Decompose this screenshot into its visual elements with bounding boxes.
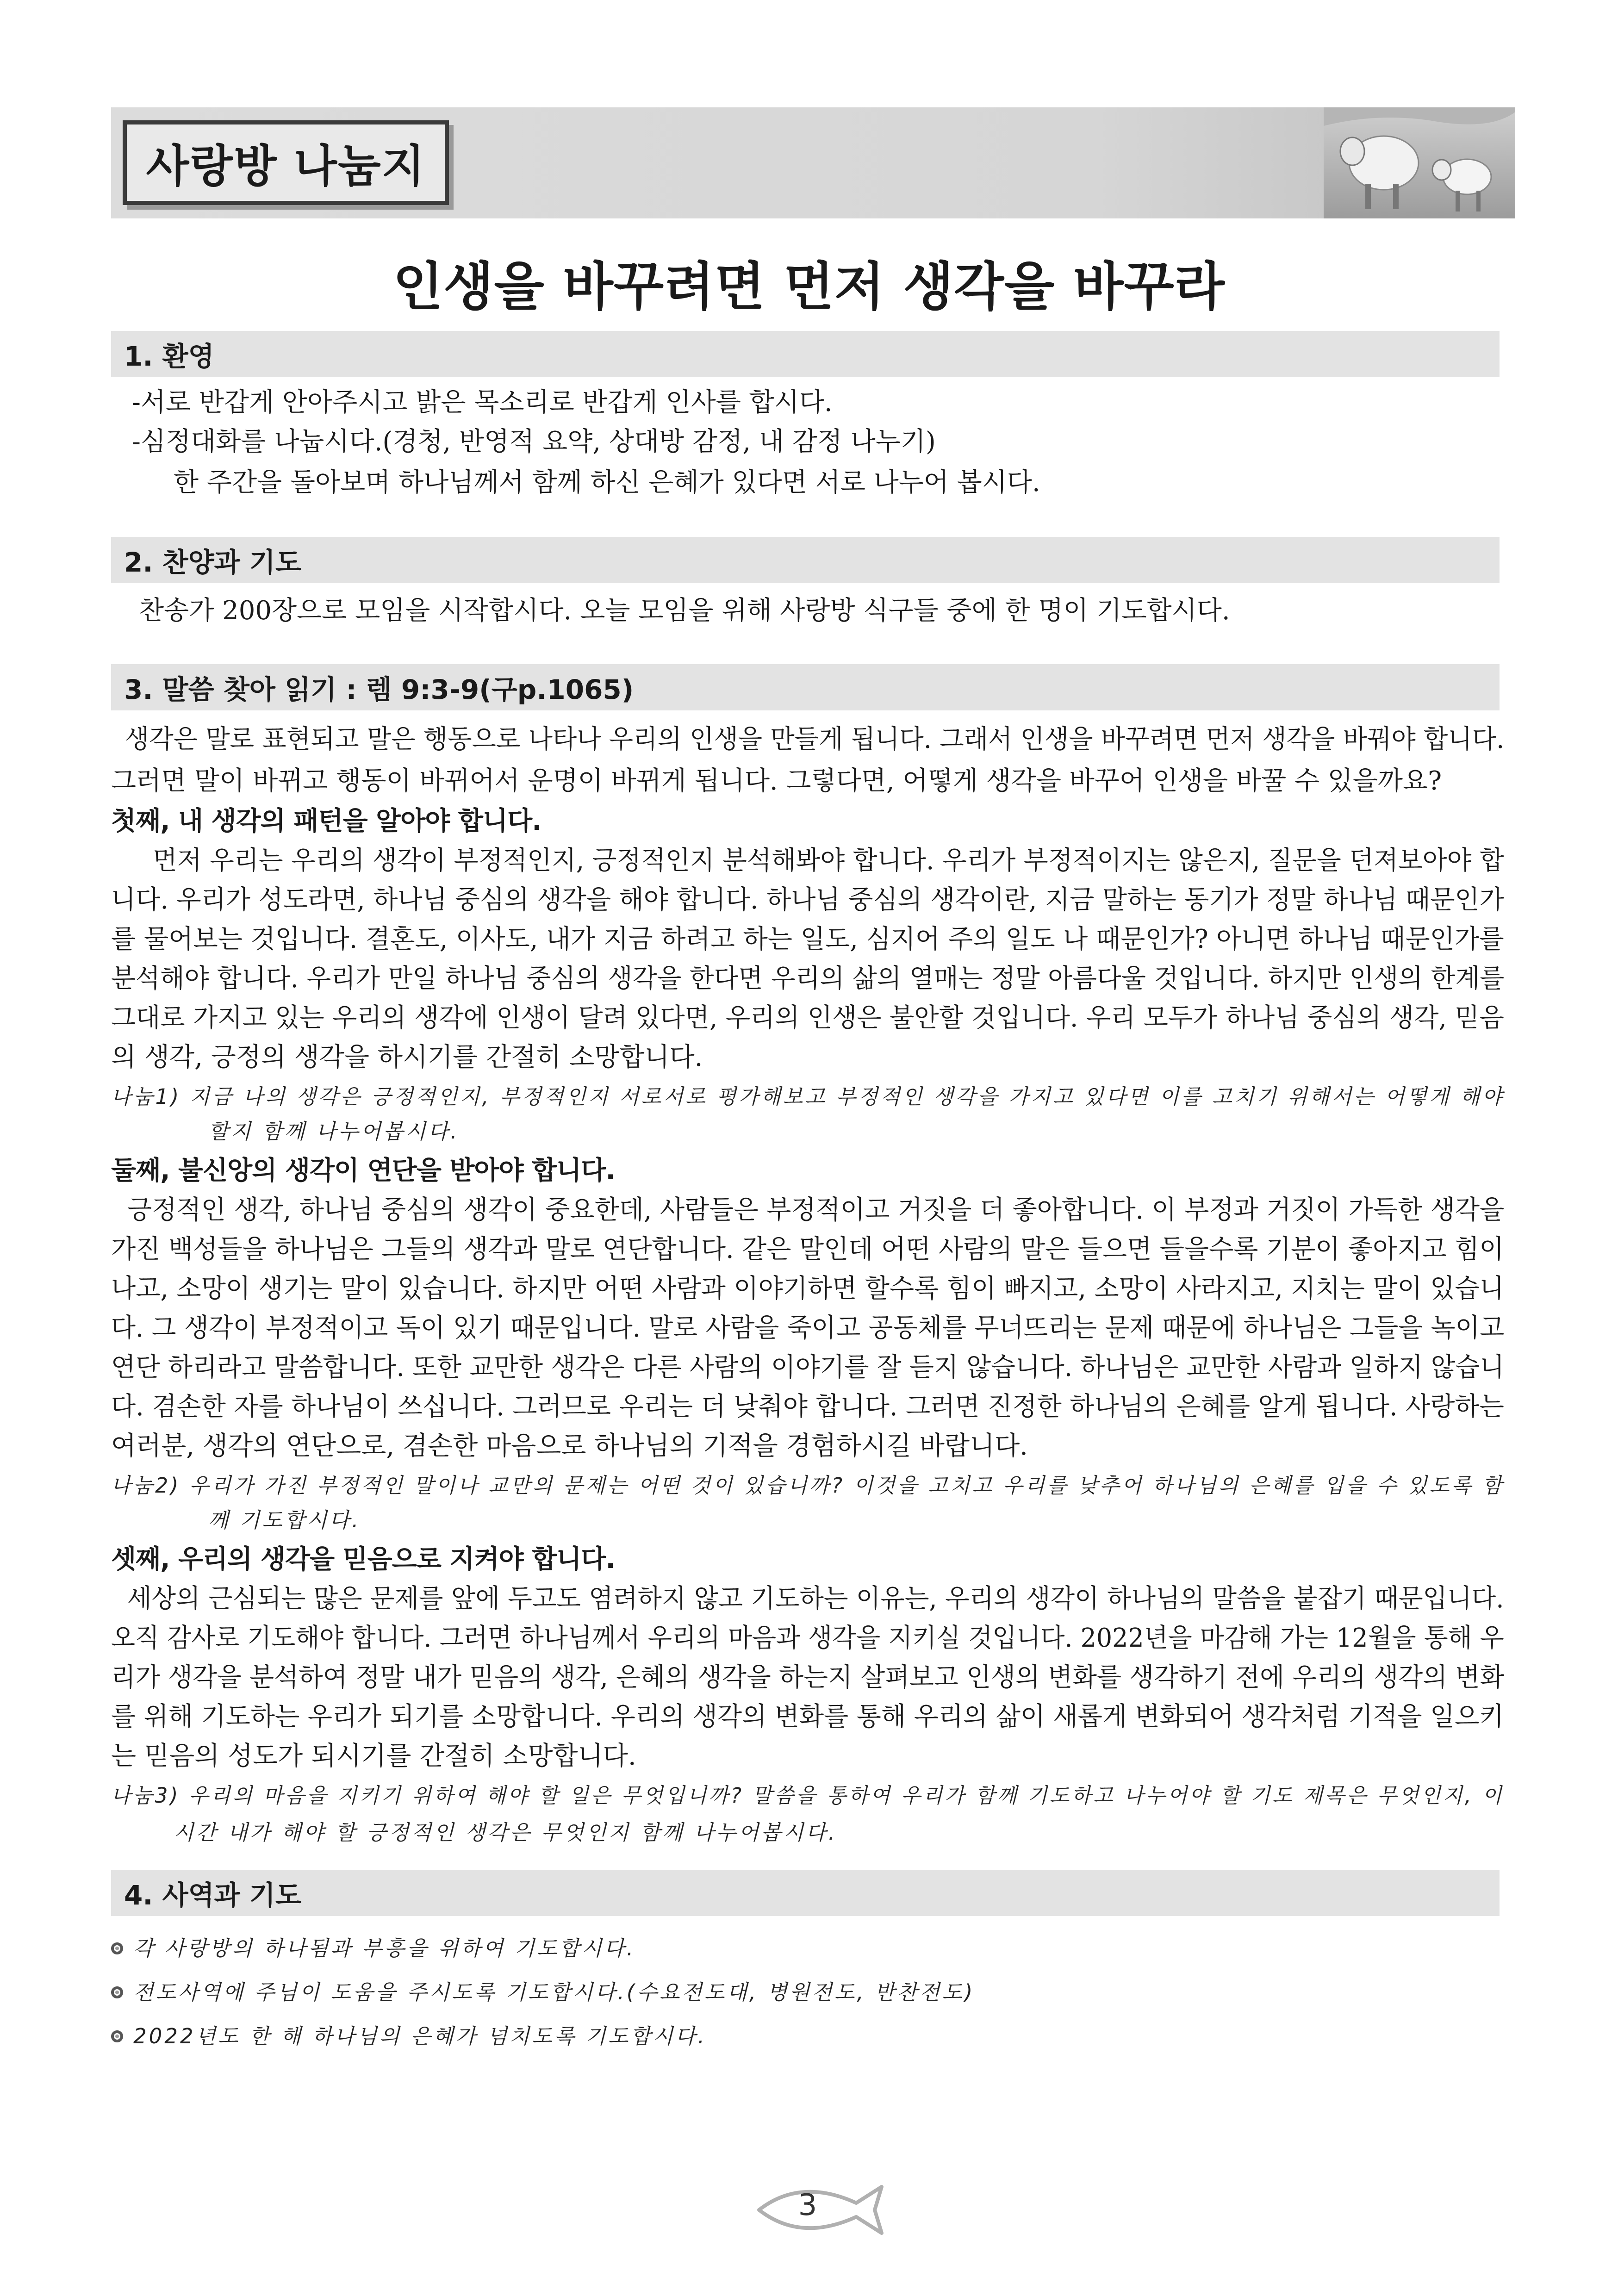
point1-line: 의 생각, 긍정의 생각을 하시기를 간절히 소망합니다. bbox=[111, 1042, 703, 1072]
welcome-line: 한 주간을 돌아보며 하나님께서 함께 하신 은혜가 있다면 서로 나누어 봅시다. bbox=[174, 467, 1040, 498]
page-number: 3 bbox=[798, 2188, 817, 2222]
point1-line: 를 물어보는 것입니다. 결혼도, 이사도, 내가 지금 하려고 하는 일도, 심지어 주의 일도 나 때문인가? 아니면 하나님 때문인가를 bbox=[111, 924, 1504, 954]
header-box bbox=[123, 120, 449, 205]
point1-line: 그대로 가지고 있는 우리의 생각에 인생이 달려 있다면, 우리의 인생은 불안할 것입니다. 우리 모두가 하나님 중심의 생각, 믿음 bbox=[111, 1003, 1504, 1033]
point1-line: 분석해야 합니다. 우리가 만일 하나님 중심의 생각을 한다면 우리의 삶의 열매는 정말 아름다울 것입니다. 하지만 인생의 한계를 bbox=[111, 964, 1505, 994]
point1-line: 니다. 우리가 성도라면, 하나님 중심의 생각을 해야 합니다. 하나님 중심의 생각이란, 지금 말하는 동기가 정말 하나님 때문인가 bbox=[111, 885, 1504, 915]
point3-line: 오직 감사로 기도해야 합니다. 그러면 하나님께서 우리의 마음과 생각을 지키실 것입니다. 2022년을 마감해 가는 12월을 통해 우 bbox=[111, 1623, 1504, 1653]
header-label: 사랑방 나눔지 bbox=[146, 140, 426, 192]
sheep-photo bbox=[1324, 107, 1515, 218]
point2-line: 긍정적인 생각, 하나님 중심의 생각이 중요한데, 사람들은 부정적이고 거짓을 더 좋아합니다. 이 부정과 거짓이 가득한 생각을 bbox=[127, 1195, 1505, 1225]
prayer-item bbox=[111, 1976, 975, 2009]
point2-line: 여러분, 생각의 연단으로, 겸손한 마음으로 하나님의 기적을 경험하시길 바랍니다. bbox=[111, 1431, 1028, 1461]
point2-line: 다. 그 생각이 부정적이고 독이 있기 때문입니다. 말로 사람을 죽이고 공동체를 무너뜨리는 문제 때문에 하나님은 그들을 녹이고 bbox=[111, 1313, 1505, 1343]
point1-line: 먼저 우리는 우리의 생각이 부정적인지, 긍정적인지 분석해봐야 합니다. 우리가 부정적이지는 않은지, 질문을 던져보아야 합 bbox=[153, 846, 1504, 876]
point1-title: 첫째, 내 생각의 패턴을 알아야 합니다. bbox=[111, 806, 541, 836]
share-question-2-cont: 께 기도합시다. bbox=[208, 1508, 361, 1532]
welcome-line: -심정대화를 나눕시다.(경청, 반영적 요약, 상대방 감정, 내 감정 나누기) bbox=[132, 427, 936, 457]
circle-bullet-icon bbox=[111, 1942, 123, 1954]
section-heading-reading: 3. 말씀 찾아 읽기 : 렘 9:3-9(구p.1065) bbox=[111, 664, 1500, 710]
prayer-item bbox=[111, 1932, 635, 1965]
point2-title: 둘째, 불신앙의 생각이 연단을 받아야 합니다. bbox=[111, 1156, 615, 1186]
point2-line: 다. 겸손한 자를 하나님이 쓰십니다. 그러므로 우리는 더 낮춰야 합니다. 그러면 진정한 하나님의 은혜를 알게 됩니다. 사랑하는 bbox=[111, 1392, 1504, 1422]
point3-title: 셋째, 우리의 생각을 믿음으로 지켜야 합니다. bbox=[111, 1544, 615, 1574]
section-heading-welcome: 1. 환영 bbox=[111, 331, 1500, 377]
point3-line: 세상의 근심되는 많은 문제를 앞에 두고도 염려하지 않고 기도하는 이유는, 우리의 생각이 하나님의 말씀을 붙잡기 때문입니다. bbox=[127, 1584, 1504, 1614]
share-question-3: 나눔3) 우리의 마음을 지키기 위하여 해야 할 일은 무엇입니까? 말씀을 통하여 우리가 함께 기도하고 나누어야 할 기도 제목은 무엇인지, 이 bbox=[111, 1783, 1504, 1808]
prayer-item-text: 전도사역에 주님이 도움을 주시도록 기도합시다.(수요전도대, 병원전도, 반찬전도) bbox=[133, 1980, 975, 2004]
section-heading-ministry: 4. 사역과 기도 bbox=[111, 1870, 1500, 1916]
circle-bullet-icon bbox=[111, 1986, 123, 1998]
circle-bullet-icon bbox=[111, 2030, 123, 2042]
share-question-1: 나눔1) 지금 나의 생각은 긍정적인지, 부정적인지 서로서로 평가해보고 부정적인 생각을 가지고 있다면 이를 고치기 위해서는 어떻게 해야 bbox=[111, 1084, 1505, 1109]
point3-line: 리가 생각을 분석하여 정말 내가 믿음의 생각, 은혜의 생각을 하는지 살펴보고 인생의 변화를 생각하기 전에 우리의 생각의 변화 bbox=[111, 1662, 1505, 1692]
point3-line: 는 믿음의 성도가 되시기를 간절히 소망합니다. bbox=[111, 1741, 636, 1771]
reading-intro: 그러면 말이 바뀌고 행동이 바뀌어서 운명이 바뀌게 됩니다. 그렇다면, 어떻게 생각을 바꾸어 인생을 바꿀 수 있을까요? bbox=[111, 766, 1442, 796]
section-heading-praise: 2. 찬양과 기도 bbox=[111, 537, 1500, 583]
point2-line: 연단 하리라고 말씀합니다. 또한 교만한 생각은 다른 사람의 이야기를 잘 듣지 않습니다. 하나님은 교만한 사람과 일하지 않습니 bbox=[111, 1352, 1505, 1382]
prayer-item-text: 각 사랑방의 하나됨과 부흥을 위하여 기도합시다. bbox=[133, 1936, 636, 1960]
prayer-item bbox=[111, 2020, 707, 2053]
point2-line: 가진 백성들을 하나님은 그들의 생각과 말로 연단합니다. 같은 말인데 어떤 사람의 말은 들으면 들을수록 기분이 좋아지고 힘이 bbox=[111, 1234, 1504, 1264]
reading-intro: 생각은 말로 표현되고 말은 행동으로 나타나 우리의 인생을 만들게 됩니다. 그래서 인생을 바꾸려면 먼저 생각을 바꿔야 합니다. bbox=[125, 724, 1505, 754]
page-title: 인생을 바꾸려면 먼저 생각을 바꾸라 bbox=[393, 257, 1225, 317]
share-question-2: 나눔2) 우리가 가진 부정적인 말이나 교만의 문제는 어떤 것이 있습니까? 이것을 고치고 우리를 낮추어 하나님의 은혜를 입을 수 있도록 함 bbox=[111, 1473, 1505, 1498]
praise-text: 찬송가 200장으로 모임을 시작합시다. 오늘 모임을 위해 사랑방 식구들 중에 한 명이 기도합시다. bbox=[139, 596, 1230, 626]
prayer-item-text: 2022년도 한 해 하나님의 은혜가 넘치도록 기도합시다. bbox=[133, 2024, 707, 2048]
point3-line: 를 위해 기도하는 우리가 되기를 소망합니다. 우리의 생각의 변화를 통해 우리의 삶이 새롭게 변화되어 생각처럼 기적을 일으키 bbox=[111, 1702, 1504, 1732]
share-question-3-cont: 시간 내가 해야 할 긍정적인 생각은 무엇인지 함께 나누어봅시다. bbox=[174, 1820, 837, 1845]
point2-line: 나고, 소망이 생기는 말이 있습니다. 하지만 어떤 사람과 이야기하면 할수록 힘이 빠지고, 소망이 사라지고, 지치는 말이 있습니 bbox=[111, 1274, 1504, 1304]
welcome-line: -서로 반갑게 안아주시고 밝은 목소리로 반갑게 인사를 합시다. bbox=[132, 387, 833, 417]
share-question-1-cont: 할지 함께 나누어봅시다. bbox=[208, 1119, 460, 1144]
